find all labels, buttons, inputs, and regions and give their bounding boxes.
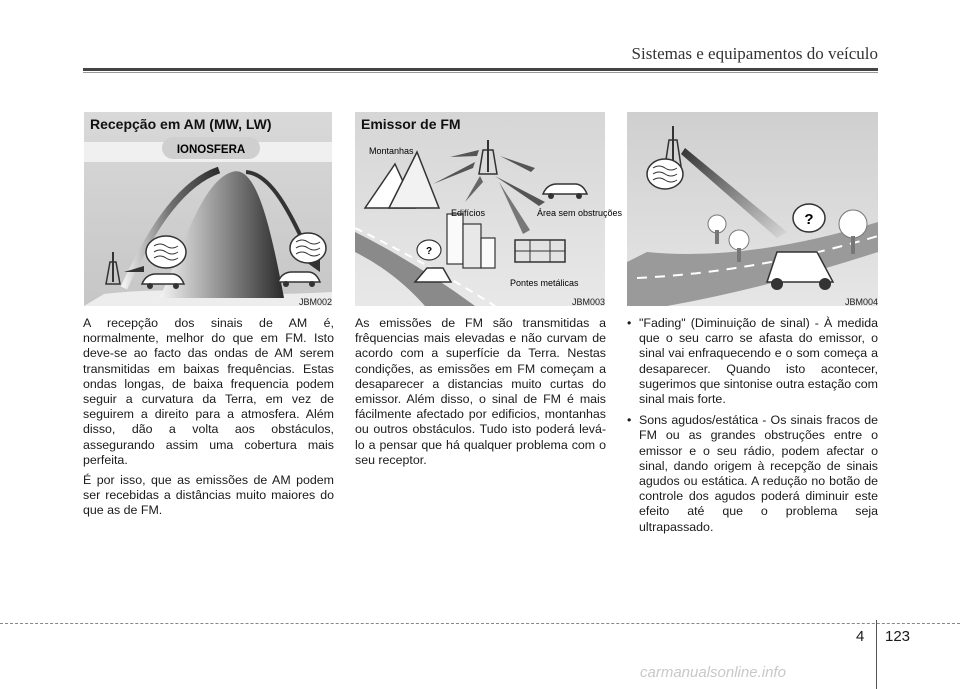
footer-dashed-line <box>0 623 960 624</box>
fading-illustration <box>627 112 878 306</box>
figure-code-am: JBM002 <box>298 297 332 307</box>
am-figure-title: Recepção em AM (MW, LW) <box>90 116 272 132</box>
am-reception-illustration <box>84 112 332 306</box>
svg-text:?: ? <box>804 211 814 228</box>
page-header-title: Sistemas e equipamentos do veículo <box>631 44 878 63</box>
static-bullet: • Sons agudos/estática - Os sinais fracos de FM ou as grandes obstruções entre o emissor e o seu rádio, podem afectar o sinal, dando origem à recepção de sinais agudos ou estática. A redução no botão de controle dos agudos poderá diminuir este efeito até que o problema seja ultrapassado. <box>627 413 878 535</box>
left-column <box>83 316 334 524</box>
right-column <box>627 316 878 541</box>
figure-code-fm: JBM003 <box>571 297 605 307</box>
header-rule-thin <box>83 72 878 73</box>
chapter-number: 4 <box>856 628 865 645</box>
page-number: 123 <box>885 628 911 645</box>
fading-bullet: • "Fading" (Diminuição de sinal) - À medida que o seu carro se afasta do emissor, o sinal vai enfraquecendo e o som começa a desaparecer. Quando isto acontecer, sugerimos que sintonise outra estação com sinal mais forte. <box>627 316 878 407</box>
watermark: carmanualsonline.info <box>640 664 786 681</box>
fm-emitter-illustration <box>355 112 623 306</box>
am-paragraph-2: É por isso, que as emissões de AM podem ser recebidas a distâncias muito maiores do que as de FM. <box>83 473 334 518</box>
footer-divider <box>876 620 877 689</box>
am-reception-figure <box>84 112 332 306</box>
open-area-label: Área sem obstruções <box>537 208 623 218</box>
fm-paragraph-1: As emissões de FM são transmitidas a frêquencias mais elevadas e não curvam de acordo com a superfície da Terra. Nestas condições, as emissões em FM começam a desaparecer a distancias muito curtas do emissor. Além disso, o sinal de FM é mais fácilmente afectado por edificios, montanhas ou outros obstáculos. Tudo isto poderá levá-lo a pensar que há qualquer problema com o seu receptor. <box>355 316 606 467</box>
fm-emitter-figure <box>355 112 623 306</box>
fading-figure <box>627 112 878 306</box>
svg-text:?: ? <box>425 246 433 257</box>
mountains-label: Montanhas <box>369 146 414 156</box>
ionosphere-label: IONOSFERA <box>176 144 246 156</box>
header-rule <box>83 68 878 71</box>
fm-figure-title: Emissor de FM <box>361 116 461 132</box>
am-paragraph-1: A recepção dos sinais de AM é, normalmente, melhor do que em FM. Isto deve-se ao facto das ondas de AM serem transmitidas em baixas frequências. Estas ondas longas, de baixa frequencia podem seguir a curvatura da Terra, em vez de seguirem a direito para a atmosfera. Além disso, dão a volta aos obstáculos, assegurando assim uma cobertura mais perfeita. <box>83 316 334 467</box>
bridges-label: Pontes metálicas <box>510 278 579 288</box>
buildings-label: Edifícios <box>451 208 486 218</box>
figure-code-fading: JBM004 <box>844 297 878 307</box>
middle-column <box>355 316 606 473</box>
